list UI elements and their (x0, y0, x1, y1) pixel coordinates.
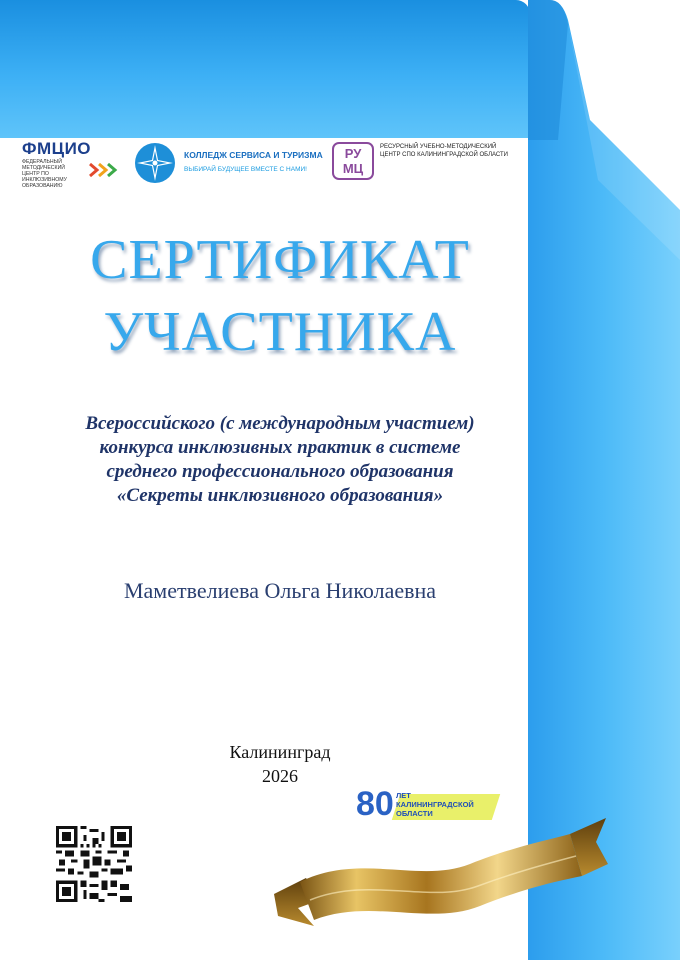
gold-ribbon-scroll (270, 812, 610, 932)
year: 2026 (262, 766, 298, 786)
college-slogan: ВЫБИРАЙ БУДУЩЕЕ ВМЕСТЕ С НАМИ! (184, 166, 307, 173)
fmcio-logo (22, 140, 132, 189)
fmcio-subtitle: ФЕДЕРАЛЬНЫЙ МЕТОДИЧЕСКИЙ ЦЕНТР ПО ИНКЛЮЗИВНОМУ ОБРАЗОВАНИЮ (22, 159, 67, 189)
chevrons-icon (88, 162, 122, 178)
anniversary-label-line: КАЛИНИНГРАДСКОЙ (396, 800, 474, 809)
rumc-mark-bottom: МЦ (342, 161, 364, 176)
rumc-mark (332, 142, 374, 180)
competition-description (0, 412, 560, 508)
description-line: среднего профессионального образования (106, 461, 454, 482)
description-line: Всероссийского (с международным участием) (85, 413, 475, 434)
compass-star-icon (134, 142, 176, 184)
partner-logos (22, 140, 522, 190)
anniversary-label-line: ОБЛАСТИ (396, 809, 433, 818)
certificate-title-line2: УЧАСТНИКА (103, 301, 457, 363)
anniversary-number: 80 (356, 785, 394, 823)
anniversary-label-line: ЛЕТ (396, 791, 411, 800)
recipient-name: Маметвелиева Ольга Николаевна (123, 578, 437, 603)
header-band (0, 0, 530, 138)
qr-code-icon (56, 826, 132, 902)
description-line: конкурса инклюзивных практик в системе (99, 437, 461, 458)
rumc-text: РЕСУРСНЫЙ УЧЕБНО-МЕТОДИЧЕСКИЙ ЦЕНТР СПО КАЛИНИНГРАДСКОЙ ОБЛАСТИ (380, 144, 508, 158)
fmcio-name: ФМЦИО (22, 139, 92, 158)
city: Калининград (229, 742, 331, 762)
college-name: КОЛЛЕДЖ СЕРВИСА И ТУРИЗМА (184, 150, 323, 160)
certificate-title-line1: СЕРТИФИКАТ (90, 229, 470, 291)
issue-place-date (0, 740, 560, 788)
description-line: «Секреты инклюзивного образования» (116, 485, 444, 506)
rumc-mark-top: РУ (344, 146, 362, 161)
